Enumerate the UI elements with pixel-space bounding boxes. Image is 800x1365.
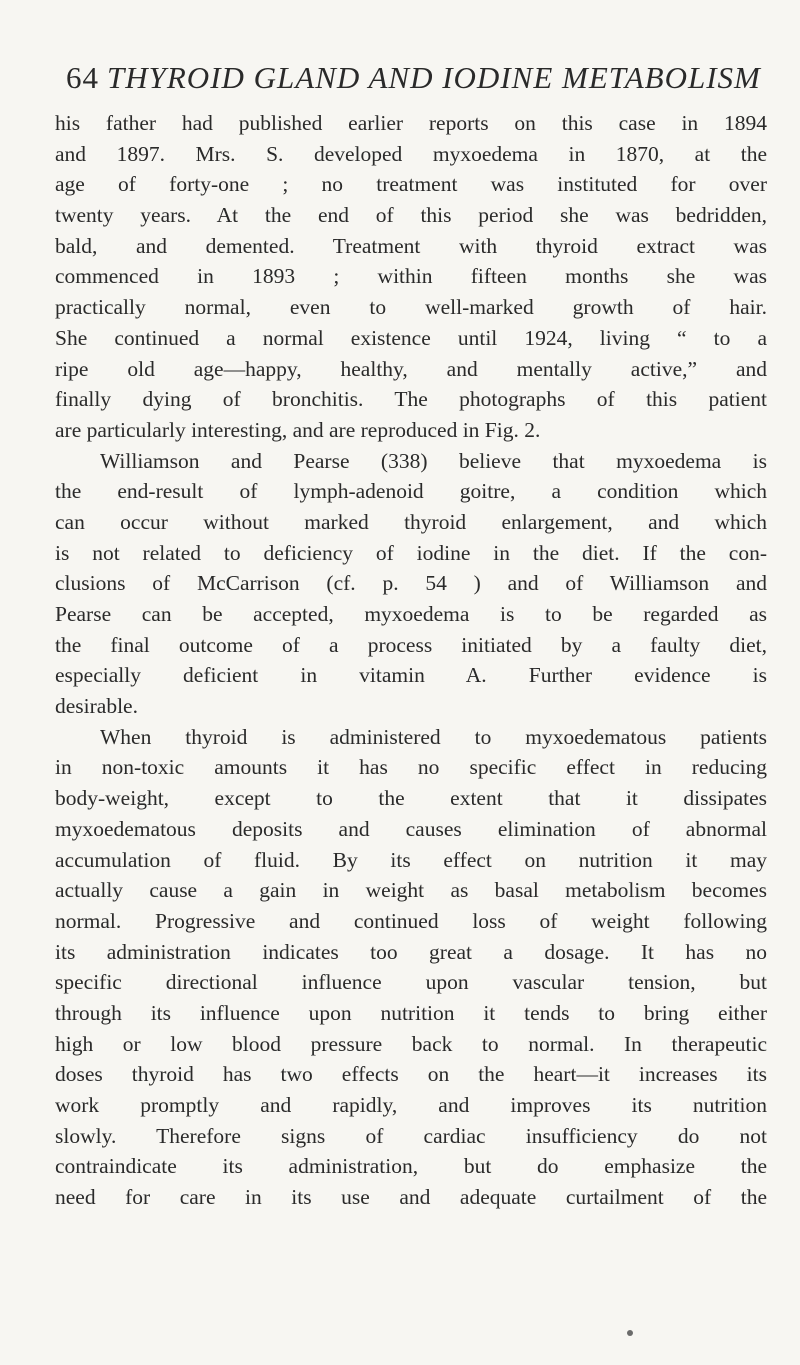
text-line: actually cause a gain in weight as basal metabolism becomes	[55, 878, 767, 903]
page-number: 64	[66, 60, 99, 95]
text-line: doses thyroid has two effects on the heart—it increases its	[55, 1062, 767, 1087]
text-line: ripe old age—happy, healthy, and mentally active,” and	[55, 356, 767, 381]
text-line: especially deficient in vitamin A. Further evidence is	[55, 663, 767, 688]
text-line: myxoedematous deposits and causes elimination of abnormal	[55, 816, 767, 841]
text-line: through its influence upon nutrition it tends to bring either	[55, 1000, 767, 1025]
text-line: accumulation of fluid. By its effect on nutrition it may	[55, 847, 767, 872]
text-line: finally dying of bronchitis. The photographs of this patient	[55, 387, 767, 412]
text-line: clusions of McCarrison (cf. p. 54 ) and of Williamson and	[55, 571, 767, 596]
text-line: Williamson and Pearse (338) believe that myxoedema is	[100, 448, 767, 473]
text-line: twenty years. At the end of this period she was bedridden,	[55, 203, 767, 228]
text-line: Pearse can be accepted, myxoedema is to be regarded as	[55, 602, 767, 626]
running-title: THYROID GLAND AND IODINE METABOLISM	[107, 60, 761, 95]
text-line: his father had published earlier reports on this case in 1894	[55, 111, 767, 135]
text-line: is not related to deficiency of iodine in the diet. If the con-	[55, 540, 767, 565]
text-line: need for care in its use and adequate curtailment of the	[55, 1185, 767, 1210]
text-line: desirable.	[55, 694, 138, 719]
text-line: When thyroid is administered to myxoedematous patients	[100, 724, 767, 749]
text-line: work promptly and rapidly, and improves its nutrition	[55, 1093, 767, 1117]
text-line: bald, and demented. Treatment with thyroid extract was	[55, 233, 767, 258]
running-head	[66, 60, 766, 96]
text-line: the end-result of lymph-adenoid goitre, a condition which	[55, 479, 767, 504]
text-line: the final outcome of a process initiated by a faulty diet,	[55, 632, 767, 657]
text-line: age of forty-one ; no treatment was instituted for over	[55, 172, 767, 197]
ink-dot	[627, 1330, 633, 1336]
text-line: high or low blood pressure back to normal. In therapeutic	[55, 1031, 767, 1056]
text-line: specific directional influence upon vascular tension, but	[55, 970, 767, 995]
text-line: can occur without marked thyroid enlargement, and which	[55, 509, 767, 534]
text-line: slowly. Therefore signs of cardiac insufficiency do not	[55, 1123, 767, 1148]
text-line: normal. Progressive and continued loss of weight following	[55, 908, 767, 933]
body-text	[55, 108, 767, 1213]
text-line: contraindicate its administration, but do emphasize the	[55, 1154, 767, 1179]
text-line: She continued a normal existence until 1924, living “ to a	[55, 325, 767, 350]
text-line: body-weight, except to the extent that it dissipates	[55, 786, 767, 811]
text-line: and 1897. Mrs. S. developed myxoedema in 1870, at the	[55, 141, 767, 166]
text-line: in non-toxic amounts it has no specific effect in reducing	[55, 755, 767, 780]
text-line: practically normal, even to well-marked growth of hair.	[55, 295, 767, 320]
text-line: its administration indicates too great a dosage. It has no	[55, 939, 767, 964]
text-line: are particularly interesting, and are reproduced in Fig. 2.	[55, 417, 541, 442]
text-line: commenced in 1893 ; within fifteen months she was	[55, 264, 767, 289]
